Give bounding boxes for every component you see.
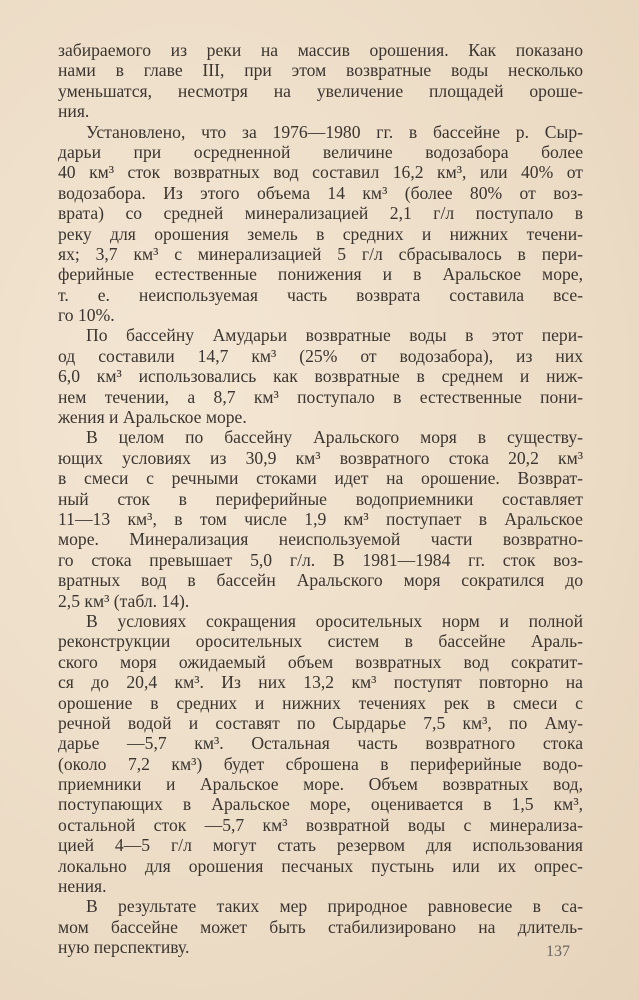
text-line: локально для орошения песчаных пустынь или их опрес- [58,855,583,876]
text-line: По бассейну Амударьи возвратные воды в этот пери- [86,325,583,346]
text-line: вратных вод в бассейн Аральского моря сократился до [58,570,583,591]
text-line: врата) со средней минерализацией 2,1 г/л поступало в [58,203,583,224]
book-page-text [58,40,583,958]
text-line: ющих условиях из 30,9 км³ возвратного стока 20,2 км³ [58,447,583,468]
paragraph [58,325,583,427]
text-line: реконструкции оросительных систем в бассейне Араль- [58,631,583,652]
text-line: дарье —5,7 км³. Остальная часть возвратного стока [58,733,583,754]
text-line: 40 км³ сток возвратных вод составил 16,2 км³, или 40% от [58,162,583,183]
text-line: речной водой и составят по Сырдарье 7,5 км³, по Аму- [58,712,583,733]
text-line: ферийные естественные понижения и в Аральское море, [58,264,583,285]
text-line: мом бассейне может быть стабилизировано на длитель- [58,916,583,937]
text-line: в смеси с речными стоками идет на орошение. Возврат- [58,468,583,489]
text-line: Установлено, что за 1976—1980 гг. в бассейне р. Сыр- [86,121,583,142]
paragraph [58,427,583,611]
text-line: В целом по бассейну Аральского моря в существу- [86,427,583,448]
text-line: реку для орошения земель в средних и нижних течени- [58,223,583,244]
text-line: го 10%. [58,305,115,326]
text-line: нения. [58,876,107,897]
text-line: (около 7,2 км³) будет сброшена в периферийные водо- [58,753,583,774]
text-line: 11—13 км³, в том числе 1,9 км³ поступает в Аральское [58,508,583,529]
text-line: ского моря ожидаемый объем возвратных вод сократит- [58,651,583,672]
text-line: од составили 14,7 км³ (25% от водозабора), из них [58,345,583,366]
text-line: ся до 20,4 км³. Из них 13,2 км³ поступят повторно на [58,672,583,693]
text-line: го стока превышает 5,0 г/л. В 1981—1984 гг. сток воз- [58,549,583,570]
text-line: В условиях сокращения оросительных норм и полной [86,610,583,631]
text-line: поступающих в Аральское море, оценивается в 1,5 км³, [58,794,583,815]
text-line: забираемого из реки на массив орошения. Как показано [58,40,583,60]
text-line: ный сток в периферийные водоприемники составляет [58,488,583,509]
text-line: 2,5 км³ (табл. 14). [58,590,190,611]
text-line: В результате таких мер природное равновесие в са- [86,896,583,917]
text-line: море. Минерализация неиспользуемой части возвратно- [58,529,583,550]
text-line: цией 4—5 г/л могут стать резервом для использования [58,835,583,856]
text-line: водозабора. Из этого объема 14 км³ (более 80% от воз- [58,182,583,203]
text-line: орошение в средних и нижних течениях рек в смеси с [58,692,583,713]
paragraph [58,896,583,957]
paragraph [58,40,583,122]
text-line: дарьи при осредненной величине водозабора более [58,141,583,162]
text-line: приемники и Аральское море. Объем возвратных вод, [58,774,583,795]
text-line: нем течении, а 8,7 км³ поступало в естественные пони- [58,386,583,407]
paragraph [58,611,583,896]
page-number: 137 [546,943,570,960]
text-line: 6,0 км³ использовались как возвратные в среднем и ниж- [58,366,583,387]
paragraph [58,122,583,326]
text-line: уменьшатся, несмотря на увеличение площадей ороше- [58,80,583,101]
text-line: жения и Аральское море. [58,407,247,428]
text-line: нами в главе III, при этом возвратные воды несколько [58,60,583,81]
text-line: ния. [58,101,90,122]
text-line: ную перспективу. [58,937,190,958]
text-line: т. е. неиспользуемая часть возврата составила все- [58,284,583,305]
text-line: ях; 3,7 км³ с минерализацией 5 г/л сбрасывалось в пери- [58,243,583,264]
text-line: остальной сток —5,7 км³ возвратной воды с минерализа- [58,814,583,835]
